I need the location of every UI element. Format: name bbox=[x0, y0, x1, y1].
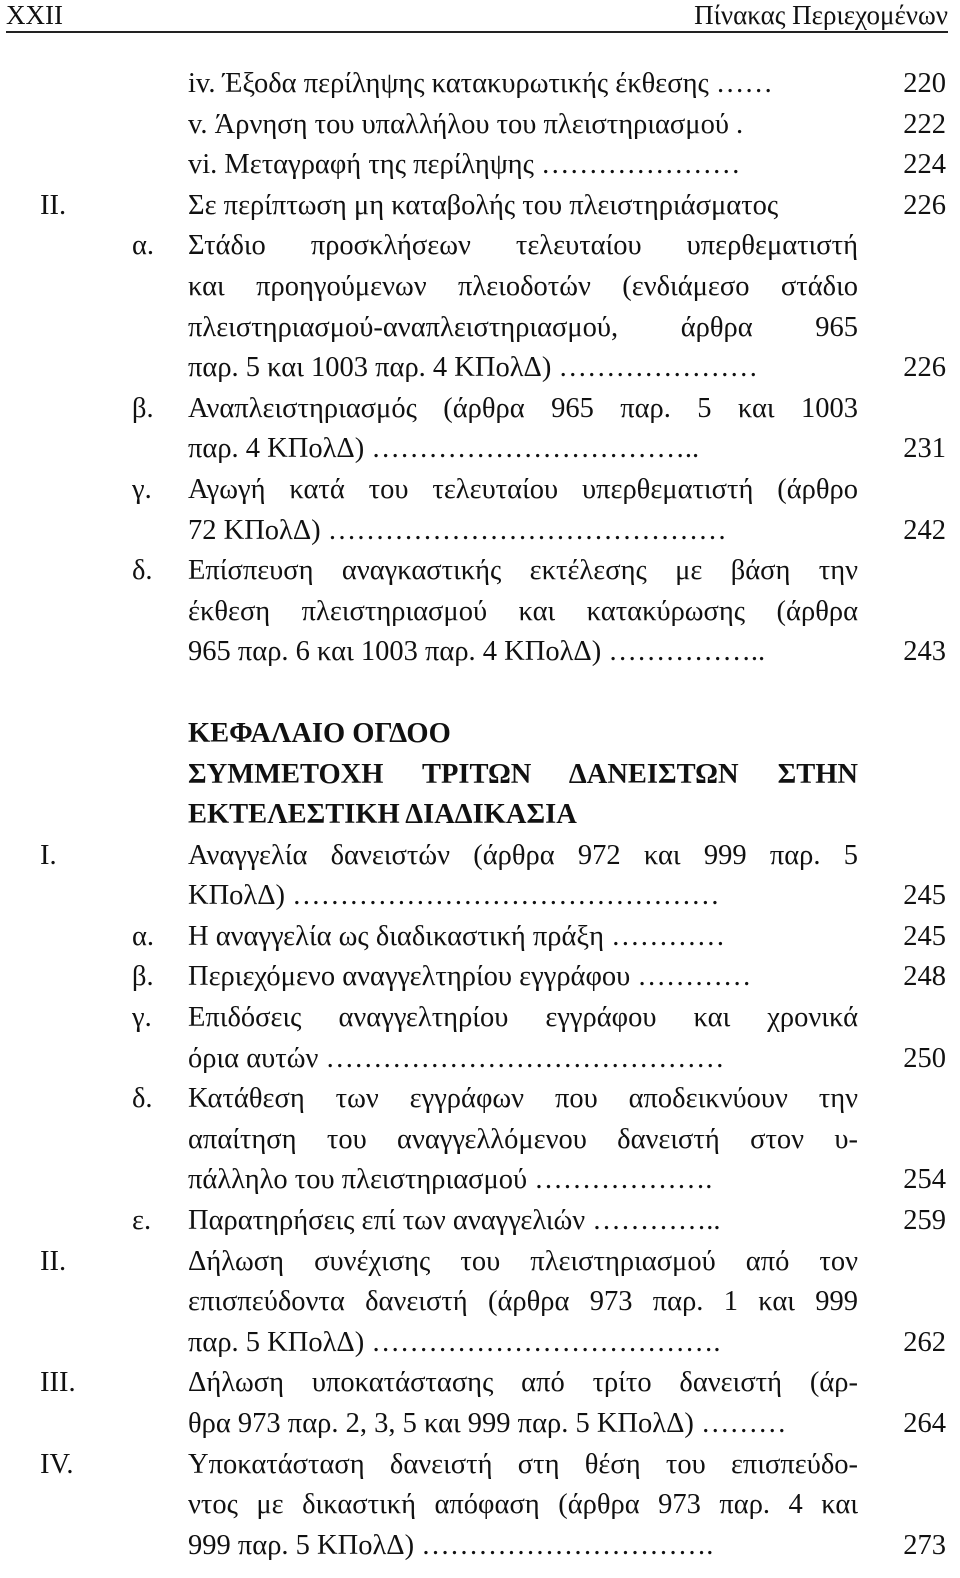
toc-entry-line bbox=[0, 1282, 960, 1323]
toc-entry-line bbox=[0, 876, 960, 917]
entry-page-number: 273 bbox=[903, 1529, 946, 1561]
toc-entry-line bbox=[0, 836, 960, 877]
toc-entry-line bbox=[0, 267, 960, 308]
entry-page-number: 245 bbox=[903, 880, 946, 912]
entry-title: Παρατηρήσεις επί των αναγγελιών ………….. bbox=[188, 1205, 721, 1237]
toc-entry-line bbox=[0, 1039, 960, 1080]
entry-page-number: 250 bbox=[903, 1042, 946, 1074]
toc-entry-line bbox=[0, 551, 960, 592]
toc-entry-line bbox=[0, 1201, 960, 1242]
toc-entry-line bbox=[0, 1079, 960, 1120]
toc-entry-line bbox=[0, 957, 960, 998]
subsection-letter: β. bbox=[132, 961, 154, 993]
entry-title: Υποκατάσταση δανειστή στη θέση του επισπεύδο- bbox=[188, 1448, 858, 1480]
entry-title: Στάδιο προσκλήσεων τελευταίου υπερθεματιστή bbox=[188, 230, 858, 262]
entry-title: Κατάθεση των εγγράφων που αποδεικνύουν την bbox=[188, 1083, 858, 1115]
toc-entry-line bbox=[0, 348, 960, 389]
entry-page-number: 243 bbox=[903, 636, 946, 668]
entry-title: ντος με δικαστική απόφαση (άρθρα 973 παρ. 4 και bbox=[188, 1489, 858, 1521]
subsection-letter: α. bbox=[132, 920, 155, 952]
toc-entry-line bbox=[0, 1323, 960, 1364]
entry-page-number: 222 bbox=[903, 108, 946, 140]
entry-title: iv. Έξοδα περίληψης κατακυρωτικής έκθεσης …… bbox=[188, 68, 773, 99]
chapter-heading-line bbox=[0, 795, 960, 836]
chapter-heading: ΣΥΜΜΕΤΟΧΗ ΤΡΙΤΩΝ ΔΑΝΕΙΣΤΩΝ ΣΤΗΝ bbox=[188, 758, 858, 790]
toc-entry-line bbox=[0, 389, 960, 430]
toc-entry-line bbox=[0, 592, 960, 633]
entry-title: Σε περίπτωση μη καταβολής του πλειστηριάσματος bbox=[188, 189, 779, 221]
entry-title: 965 παρ. 6 και 1003 παρ. 4 ΚΠολΔ) …………….. bbox=[188, 636, 766, 668]
entry-title: επισπεύδοντα δανειστή (άρθρα 973 παρ. 1 και 999 bbox=[188, 1286, 858, 1318]
entry-title: παρ. 5 ΚΠολΔ) ………………………………. bbox=[188, 1326, 721, 1358]
entry-title: πλειστηριασμού-αναπλειστηριασμού, άρθρα 965 bbox=[188, 311, 858, 343]
entry-title: 999 παρ. 5 ΚΠολΔ) …………………………. bbox=[188, 1529, 714, 1561]
entry-page-number: 259 bbox=[903, 1205, 946, 1237]
subsection-letter: γ. bbox=[132, 473, 152, 505]
subsection-letter: γ. bbox=[132, 1002, 152, 1034]
toc-entry-line bbox=[0, 186, 960, 227]
entry-title: vi. Μεταγραφή της περίληψης ………………… bbox=[188, 149, 741, 181]
entry-title: Αγωγή κατά του τελευταίου υπερθεματιστή (άρθρο bbox=[188, 473, 858, 505]
entry-title: παρ. 5 και 1003 παρ. 4 ΚΠολΔ) ………………… bbox=[188, 352, 758, 384]
entry-title: Δήλωση υποκατάστασης από τρίτο δανειστή (άρ- bbox=[188, 1367, 858, 1399]
toc-entry-line bbox=[0, 1526, 960, 1567]
section-numeral: III. bbox=[40, 1367, 76, 1399]
toc-entry-line bbox=[0, 1160, 960, 1201]
entry-title: θρα 973 παρ. 2, 3, 5 και 999 παρ. 5 ΚΠολΔ) ……… bbox=[188, 1408, 787, 1439]
toc-entry-line bbox=[0, 511, 960, 552]
section-numeral: II. bbox=[40, 1245, 67, 1277]
subsection-letter: δ. bbox=[132, 1083, 153, 1115]
entry-page-number: 231 bbox=[903, 433, 946, 465]
entry-title: Δήλωση συνέχισης του πλειστηριασμού από τον bbox=[188, 1245, 858, 1277]
entry-page-number: 220 bbox=[903, 68, 946, 99]
subsection-letter: α. bbox=[132, 230, 155, 262]
entry-page-number: 254 bbox=[903, 1164, 946, 1196]
entry-title: Αναγγελία δανειστών (άρθρα 972 και 999 παρ. 5 bbox=[188, 839, 858, 871]
toc-entry-line bbox=[0, 64, 960, 105]
entry-title: όρια αυτών …………………………………… bbox=[188, 1042, 725, 1074]
subsection-letter: β. bbox=[132, 392, 154, 424]
entry-title: Επιδόσεις αναγγελτηρίου εγγράφου και χρονικά bbox=[188, 1002, 858, 1034]
entry-page-number: 245 bbox=[903, 920, 946, 952]
entry-title: πάλληλο του πλειστηριασμού ………………. bbox=[188, 1164, 713, 1196]
chapter-heading: ΚΕΦΑΛΑΙΟ ΟΓΔΟΟ bbox=[188, 717, 451, 749]
entry-page-number: 226 bbox=[903, 352, 946, 384]
toc-entry-line bbox=[0, 226, 960, 267]
entry-page-number: 226 bbox=[903, 189, 946, 221]
toc-entry-line bbox=[0, 429, 960, 470]
toc-entry-line bbox=[0, 1485, 960, 1526]
chapter-heading: ΕΚΤΕΛΕΣΤΙΚΗ ΔΙΑΔΙΚΑΣΙΑ bbox=[188, 799, 577, 831]
section-numeral: I. bbox=[40, 839, 57, 871]
entry-title: παρ. 4 ΚΠολΔ) …………………………….. bbox=[188, 433, 700, 465]
toc-entry-line bbox=[0, 1120, 960, 1161]
toc-entry-line bbox=[0, 1445, 960, 1486]
entry-title: απαίτηση του αναγγελλόμενου δανειστή στον υ- bbox=[188, 1123, 858, 1155]
entry-page-number: 248 bbox=[903, 961, 946, 993]
entry-title: Περιεχόμενο αναγγελτηρίου εγγράφου ………… bbox=[188, 961, 752, 993]
toc-entry-line bbox=[0, 308, 960, 349]
entry-title: Επίσπευση αναγκαστικής εκτέλεσης με βάση την bbox=[188, 555, 858, 587]
chapter-heading-line bbox=[0, 755, 960, 796]
toc-entry-line bbox=[0, 632, 960, 673]
subsection-letter: ε. bbox=[132, 1205, 152, 1237]
section-numeral: II. bbox=[40, 189, 67, 221]
entry-title: v. Άρνηση του υπαλλήλου του πλειστηριασμού . bbox=[188, 108, 744, 140]
entry-page-number: 242 bbox=[903, 514, 946, 546]
toc-entry-line bbox=[0, 1242, 960, 1283]
entry-page-number: 262 bbox=[903, 1326, 946, 1358]
toc-entry-line bbox=[0, 145, 960, 186]
entry-page-number: 264 bbox=[903, 1408, 946, 1439]
entry-title: ΚΠολΔ) ……………………………………… bbox=[188, 880, 720, 912]
entry-title: και προηγούμενων πλειοδοτών (ενδιάμεσο στάδιο bbox=[188, 270, 858, 302]
section-numeral: IV. bbox=[40, 1448, 74, 1480]
toc-entry-line bbox=[0, 917, 960, 958]
running-header bbox=[6, 0, 948, 33]
entry-title: Η αναγγελία ως διαδικαστική πράξη ………… bbox=[188, 920, 726, 952]
subsection-letter: δ. bbox=[132, 555, 153, 587]
chapter-heading-line bbox=[0, 714, 960, 755]
section-spacer bbox=[0, 673, 960, 714]
entry-page-number: 224 bbox=[903, 149, 946, 181]
entry-title: Αναπλειστηριασμός (άρθρα 965 παρ. 5 και 1003 bbox=[188, 392, 858, 424]
entry-title: 72 ΚΠολΔ) …………………………………… bbox=[188, 514, 727, 546]
entry-title: έκθεση πλειστηριασμού και κατακύρωσης (άρθρα bbox=[188, 595, 858, 627]
page-number-roman: XXII bbox=[6, 0, 63, 30]
toc-entry-line bbox=[0, 470, 960, 511]
running-title: Πίνακας Περιεχομένων bbox=[694, 0, 948, 30]
toc-entry-line bbox=[0, 1363, 960, 1404]
toc-entry-line bbox=[0, 105, 960, 146]
toc-entry-line bbox=[0, 1404, 960, 1445]
table-of-contents bbox=[0, 64, 960, 1566]
toc-entry-line bbox=[0, 998, 960, 1039]
